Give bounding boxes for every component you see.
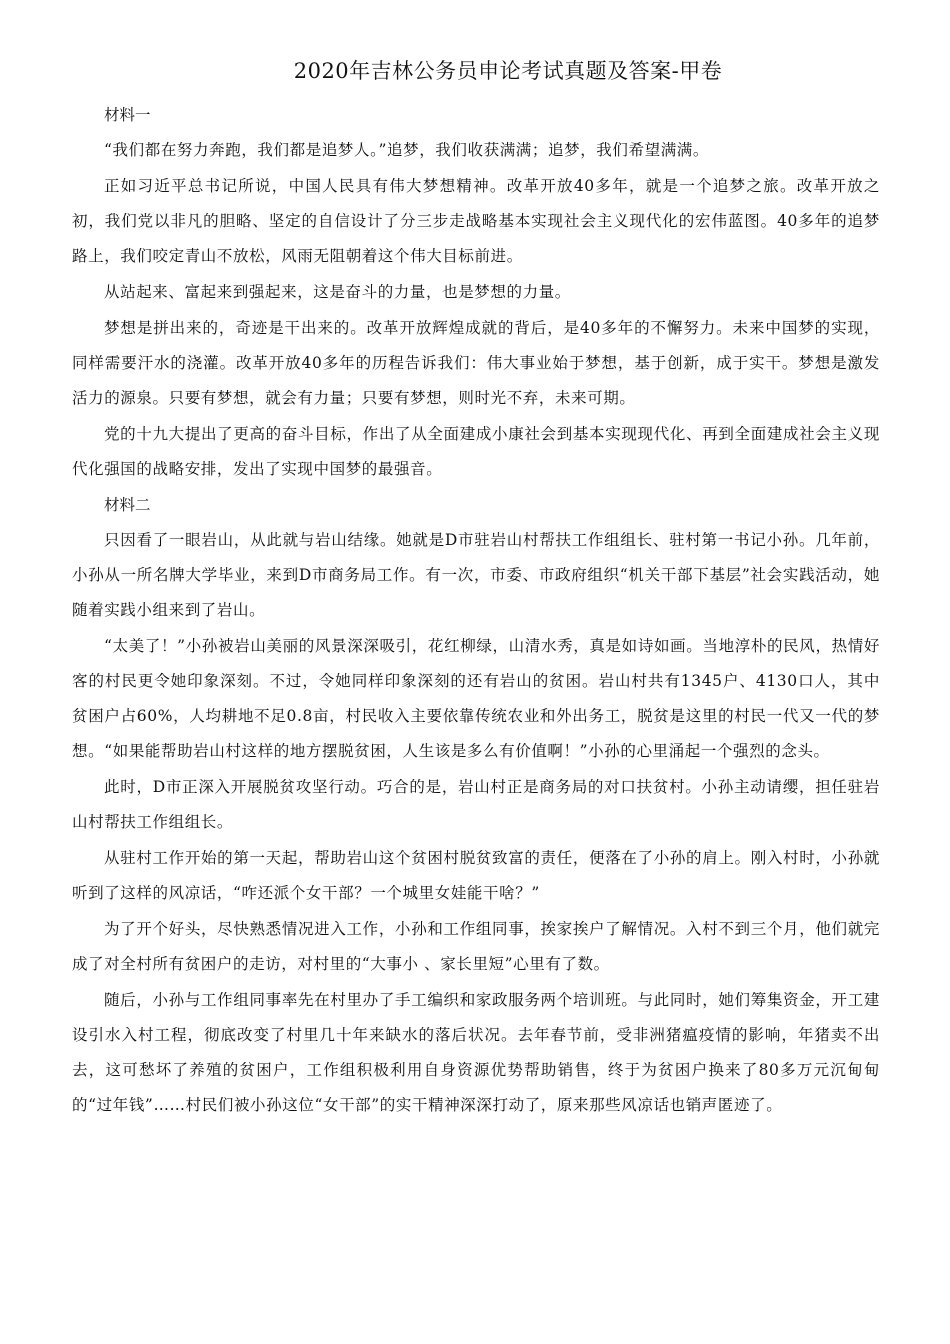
paragraph: “太美了！”小孙被岩山美丽的风景深深吸引，花红柳绿，山清水秀，真是如诗如画。当地淳朴的民风，热情好客的村民更令她印象深刻。不过，令她同样印象深刻的还有岩山的贫困。岩山村共有1345户、4130口人，其中贫困户占60%，人均耕地不足0.8亩，村民收入主要依靠传统农业和外出务工，脱贫是这里的村民一代又一代的梦想。“如果能帮助岩山村这样的地方摆脱贫困，人生该是多么有价值啊！”小孙的心里涌起一个强烈的念头。	[72, 637, 880, 760]
paragraph: 正如习近平总书记所说，中国人民具有伟大梦想精神。改革开放40多年，就是一个追梦之旅。改革开放之初，我们党以非凡的胆略、坚定的自信设计了分三步走战略基本实现社会主义现代化的宏伟蓝图。40多年的追梦路上，我们咬定青山不放松，风雨无阻朝着这个伟大目标前进。	[72, 177, 880, 265]
paragraph: 梦想是拼出来的，奇迹是干出来的。改革开放辉煌成就的背后，是40多年的不懈努力。未来中国梦的实现，同样需要汗水的浇灌。改革开放40多年的历程告诉我们：伟大事业始于梦想，基于创新，成于实干。梦想是激发活力的源泉。只要有梦想，就会有力量；只要有梦想，则时光不弃，未来可期。	[72, 319, 880, 407]
paragraph: 为了开个好头，尽快熟悉情况进入工作，小孙和工作组同事，挨家挨户了解情况。入村不到三个月，他们就完成了对全村所有贫困户的走访，对村里的“大事小 、家长里短”心里有了数。	[72, 920, 880, 973]
paragraph: 只因看了一眼岩山，从此就与岩山结缘。她就是D市驻岩山村帮扶工作组组长、驻村第一书记小孙。几年前，小孙从一所名牌大学毕业，来到D市商务局工作。有一次，市委、市政府组织“机关干部下基层”社会实践活动，她随着实践小组来到了岩山。	[72, 531, 880, 619]
paragraph: 随后，小孙与工作组同事率先在村里办了手工编织和家政服务两个培训班。与此同时，她们筹集资金，开工建设引水入村工程，彻底改变了村里几十年来缺水的落后状况。去年春节前，受非洲猪瘟疫情的影响，年猪卖不出去，这可愁坏了养殖的贫困户，工作组积极利用自身资源优势帮助销售，终于为贫困户换来了80多万元沉甸甸的“过年钱”……村民们被小孙这位“女干部”的实干精神深深打动了，原来那些风凉话也销声匿迹了。	[72, 991, 880, 1114]
paragraph: 党的十九大提出了更高的奋斗目标，作出了从全面建成小康社会到基本实现现代化、再到全面建成社会主义现代化强国的战略安排，发出了实现中国梦的最强音。	[72, 425, 880, 478]
paragraph: “我们都在努力奔跑，我们都是追梦人。”追梦，我们收获满满；追梦，我们希望满满。	[104, 141, 710, 159]
paragraph: 从驻村工作开始的第一天起，帮助岩山这个贫困村脱贫致富的责任，便落在了小孙的肩上。刚入村时，小孙就听到了这样的风凉话，“咋还派个女干部？一个城里女娃能干啥？”	[72, 849, 880, 902]
page-title: 2020年吉林公务员申论考试真题及答案-甲卷	[293, 59, 723, 83]
paragraph: 此时，D市正深入开展脱贫攻坚行动。巧合的是，岩山村正是商务局的对口扶贫村。小孙主动请缨，担任驻岩山村帮扶工作组组长。	[72, 778, 880, 831]
paragraph: 从站起来、富起来到强起来，这是奋斗的力量，也是梦想的力量。	[104, 283, 571, 301]
section-label-material-1: 材料一	[104, 106, 151, 124]
section-label-material-2: 材料二	[104, 496, 151, 514]
